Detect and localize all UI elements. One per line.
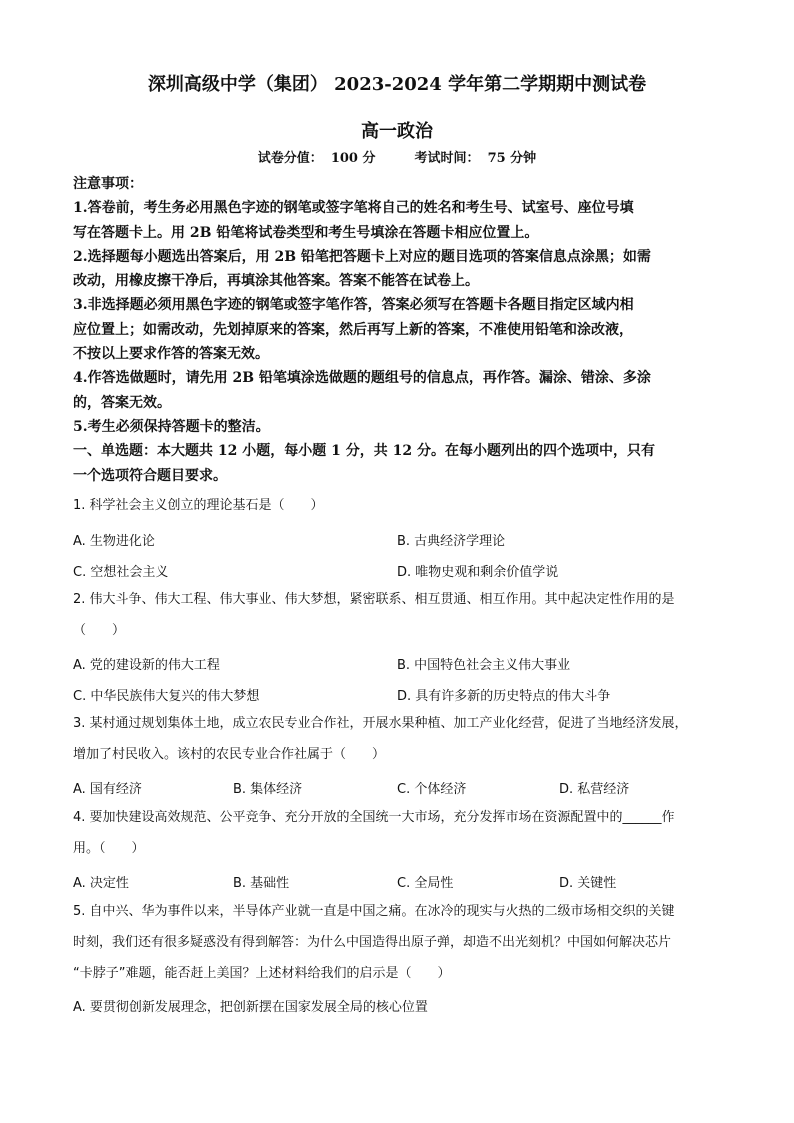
- option-c: C. 全局性: [397, 876, 454, 891]
- exam-subject: 高一政治: [361, 121, 433, 142]
- instruction-line: 5.考生必须保持答题卡的整洁。: [73, 418, 270, 435]
- exam-meta: [0, 147, 794, 166]
- question-stem-line: 5. 自中兴、华为事件以来，半导体产业就一直是中国之痛。在冰冷的现实与火热的二级市场相交织的关键: [73, 904, 675, 919]
- question-1-stem: [73, 490, 733, 521]
- option-a: A. 国有经济: [73, 782, 142, 797]
- exam-title: 深圳高级中学（集团） 2023-2024 学年第二学期期中测试卷: [147, 74, 647, 95]
- option-c: C. 空想社会主义: [73, 565, 169, 580]
- option-d: D. 私营经济: [559, 782, 630, 797]
- instruction-line: 不按以上要求作答的答案无效。: [73, 346, 269, 363]
- instruction-line: 的，答案无效。: [73, 394, 171, 411]
- instruction-line: 应位置上；如需改动，先划掉原来的答案，然后再写上新的答案，不准使用铅笔和涂改液，: [73, 321, 633, 338]
- question-stem-line: 1. 科学社会主义创立的理论基石是（ ）: [73, 498, 324, 513]
- instruction-line: 3.非选择题必须用黑色字迹的钢笔或签字笔作答，答案必须写在答题卡各题目指定区域内相: [73, 297, 634, 314]
- option-c: C. 中华民族伟大复兴的伟大梦想: [73, 689, 260, 704]
- option-d: D. 具有许多新的历史特点的伟大斗争: [397, 689, 611, 704]
- question-stem-line: 4. 要加快建设高效规范、公平竞争、充分开放的全国统一大市场，充分发挥市场在资源配置中的______作: [73, 810, 675, 825]
- question-stem-line: （ ）: [73, 623, 126, 638]
- question-5-stem: [73, 896, 733, 989]
- question-stem-line: 用。（ ）: [73, 841, 145, 856]
- instructions: [73, 172, 725, 488]
- section-heading: 一、单选题：本大题共 12 小题，每小题 1 分，共 12 分。在每小题列出的四个选项中，只有: [73, 443, 655, 460]
- score-value: 100 分: [330, 151, 376, 166]
- question-stem-line: 2. 伟大斗争、伟大工程、伟大事业、伟大梦想，紧密联系、相互贯通、相互作用。其中起决定性作用的是: [73, 592, 675, 607]
- instruction-line: 4.作答选做题时，请先用 2B 铅笔填涂选做题的题组号的信息点，再作答。漏涂、错涂、多涂: [73, 370, 651, 387]
- option-d: D. 唯物史观和剩余价值学说: [397, 565, 559, 580]
- option-a: A. 党的建设新的伟大工程: [73, 658, 220, 673]
- option-a: A. 生物进化论: [73, 534, 155, 549]
- question-stem-line: “卡脖子”难题，能否赶上美国？上述材料给我们的启示是（ ）: [73, 966, 451, 981]
- question-4-stem: [73, 802, 733, 864]
- instructions-heading: 注意事项：: [73, 176, 143, 192]
- instruction-line: 2.选择题每小题选出答案后，用 2B 铅笔把答题卡上对应的题目选项的答案信息点涂黑；如需: [73, 248, 651, 265]
- instruction-line: 写在答题卡上。用 2B 铅笔将试卷类型和考生号填涂在答题卡相应位置上。: [73, 224, 539, 241]
- option-a: A. 决定性: [73, 876, 129, 891]
- option-b: B. 基础性: [233, 876, 290, 891]
- option-b: B. 古典经济学理论: [397, 534, 506, 549]
- question-3-stem: [73, 708, 733, 770]
- time-label: 考试时间：: [414, 151, 480, 166]
- question-stem-line: 3. 某村通过规划集体土地，成立农民专业合作社，开展水果种植、加工产业化经营，促进了当地经济发展，: [73, 716, 688, 731]
- section-heading: 一个选项符合题目要求。: [73, 467, 227, 484]
- option-b: B. 集体经济: [233, 782, 303, 797]
- question-stem-line: 增加了村民收入。该村的农民专业合作社属于（ ）: [73, 747, 386, 762]
- option-c: C. 个体经济: [397, 782, 467, 797]
- question-2-stem: [73, 584, 733, 646]
- option-b: B. 中国特色社会主义伟大事业: [397, 658, 571, 673]
- instruction-line: 改动，用橡皮擦干净后，再填涂其他答案。答案不能答在试卷上。: [73, 273, 479, 290]
- score-label: 试卷分值：: [257, 151, 323, 166]
- question-stem-line: 时刻，我们还有很多疑惑没有得到解答：为什么中国造得出原子弹，却造不出光刻机？中国如何解决芯片: [73, 935, 672, 950]
- instruction-line: 1.答卷前，考生务必用黑色字迹的钢笔或签字笔将自己的姓名和考生号、试室号、座位号填: [73, 200, 634, 217]
- option-d: D. 关键性: [559, 876, 617, 891]
- option-a: A. 要贯彻创新发展理念，把创新摆在国家发展全局的核心位置: [73, 1000, 428, 1015]
- time-value: 75 分钟: [487, 151, 537, 166]
